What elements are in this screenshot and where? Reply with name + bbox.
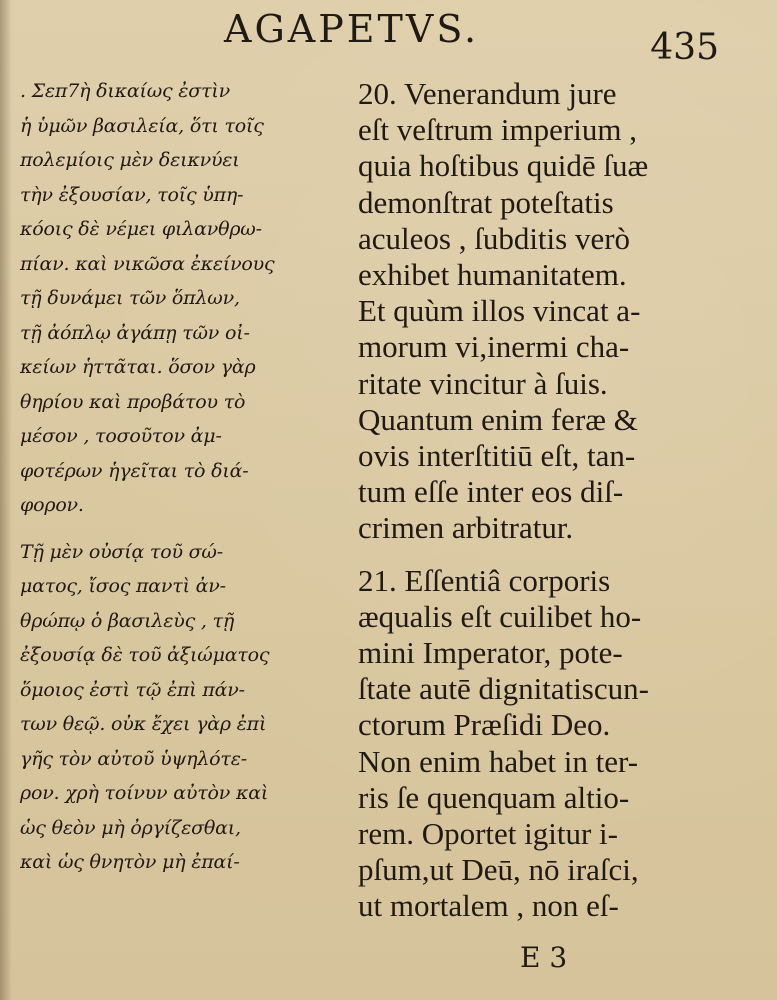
greek-line: κόοις δὲ νέμει φιλανθρω- bbox=[20, 218, 262, 240]
latin-line: eſt veſtrum imperium , bbox=[358, 112, 637, 148]
latin-line: ritate vincitur à ſuis. bbox=[358, 365, 608, 401]
greek-line: ἐξουσίᾳ δὲ τοῦ ἀξιώματος bbox=[20, 644, 270, 666]
latin-line: tum eſſe inter eos diſ- bbox=[358, 474, 624, 510]
greek-line: των θεῷ. οὐκ ἔχει γὰρ ἐπὶ bbox=[20, 713, 267, 735]
latin-line: crimen arbitratur. bbox=[358, 510, 574, 546]
signature-mark: E 3 bbox=[520, 941, 568, 974]
page-number: 435 bbox=[650, 27, 719, 68]
paragraph-gap bbox=[20, 523, 338, 535]
latin-line: aculeos , ſubditis verò bbox=[358, 220, 631, 256]
greek-line: τῇ δυνάμει τῶν ὅπλων, bbox=[20, 287, 240, 309]
greek-line: φορον. bbox=[20, 494, 84, 516]
latin-line: ſtate autē dignitatiscun- bbox=[358, 671, 649, 707]
latin-line: pſum,ut Deū, nō iraſci, bbox=[358, 852, 639, 888]
running-head: AGAPETVS. bbox=[224, 7, 480, 51]
greek-line: καὶ ὡς θνητὸν μὴ ἐπαί- bbox=[20, 851, 240, 873]
greek-line: θηρίου καὶ προβάτου τὸ bbox=[20, 390, 246, 413]
greek-line: ρον. χρὴ τοίνυν αὐτὸν καὶ bbox=[20, 782, 269, 804]
latin-line: mini Imperator, pote- bbox=[358, 635, 623, 671]
greek-line: πολεμίοις μὲν δεικνύει bbox=[20, 149, 240, 171]
latin-line: ut mortalem , non eſ- bbox=[358, 888, 619, 924]
greek-line: τὴν ἐξουσίαν, τοῖς ὑπη- bbox=[20, 183, 244, 206]
greek-line: γῆς τὸν αὐτοῦ ὑψηλότε- bbox=[20, 747, 247, 770]
latin-line: morum vi,inermi cha- bbox=[358, 329, 630, 365]
latin-line: 20. Venerandum jure bbox=[358, 76, 617, 111]
greek-line: πίαν. καὶ νικῶσα ἐκείνους bbox=[20, 252, 275, 275]
paragraph-gap bbox=[358, 547, 720, 563]
greek-line: Τῇ μὲν οὐσίᾳ τοῦ σώ- bbox=[20, 540, 223, 563]
latin-line: quia hoſtibus quidē ſuæ bbox=[358, 148, 649, 184]
greek-line: ὡς θεὸν μὴ ὀργίζεσθαι, bbox=[20, 816, 241, 839]
gutter-shadow bbox=[0, 0, 12, 1000]
greek-line: ἡ ὑμῶν βασιλεία, ὅτι τοῖς bbox=[20, 114, 264, 137]
greek-line: ὅμοιος ἐστὶ τῷ ἐπὶ πάν- bbox=[20, 678, 245, 701]
latin-line: Non enim habet in ter- bbox=[358, 743, 639, 779]
latin-line: ris ſe quenquam altio- bbox=[358, 779, 630, 815]
latin-line: æqualis eſt cuilibet ho- bbox=[358, 598, 642, 634]
latin-line: exhibet humanitatem. bbox=[358, 257, 627, 293]
greek-line: μέσον , τοσοῦτον ἀμ- bbox=[20, 425, 222, 447]
greek-line: κείων ἡττᾶται. ὅσον γὰρ bbox=[20, 356, 256, 378]
latin-line: rem. Oportet igitur i- bbox=[358, 816, 618, 852]
greek-line: τῇ ἀόπλῳ ἀγάπῃ τῶν οἰ- bbox=[20, 321, 250, 344]
latin-line: demonſtrat poteſtatis bbox=[358, 184, 614, 220]
greek-line: ματος, ἴσος παντὶ ἀν- bbox=[20, 575, 226, 597]
greek-line: θρώπῳ ὁ βασιλεὺς , τῇ bbox=[20, 609, 235, 632]
greek-line: . Σεπ7ὴ δικαίως ἐστὶν bbox=[20, 80, 230, 102]
greek-column bbox=[20, 74, 338, 880]
greek-line: φοτέρων ἡγεῖται τὸ διά- bbox=[20, 459, 249, 482]
latin-line: 21. Eſſentiâ corporis bbox=[358, 562, 611, 598]
latin-line: Et quùm illos vincat a- bbox=[358, 293, 641, 329]
latin-line: ctorum Præſidi Deo. bbox=[358, 707, 611, 743]
latin-column bbox=[358, 76, 720, 925]
latin-line: Quantum enim feræ & bbox=[358, 401, 638, 437]
latin-line: ovis interſtitiū eſt, tan- bbox=[358, 438, 636, 474]
